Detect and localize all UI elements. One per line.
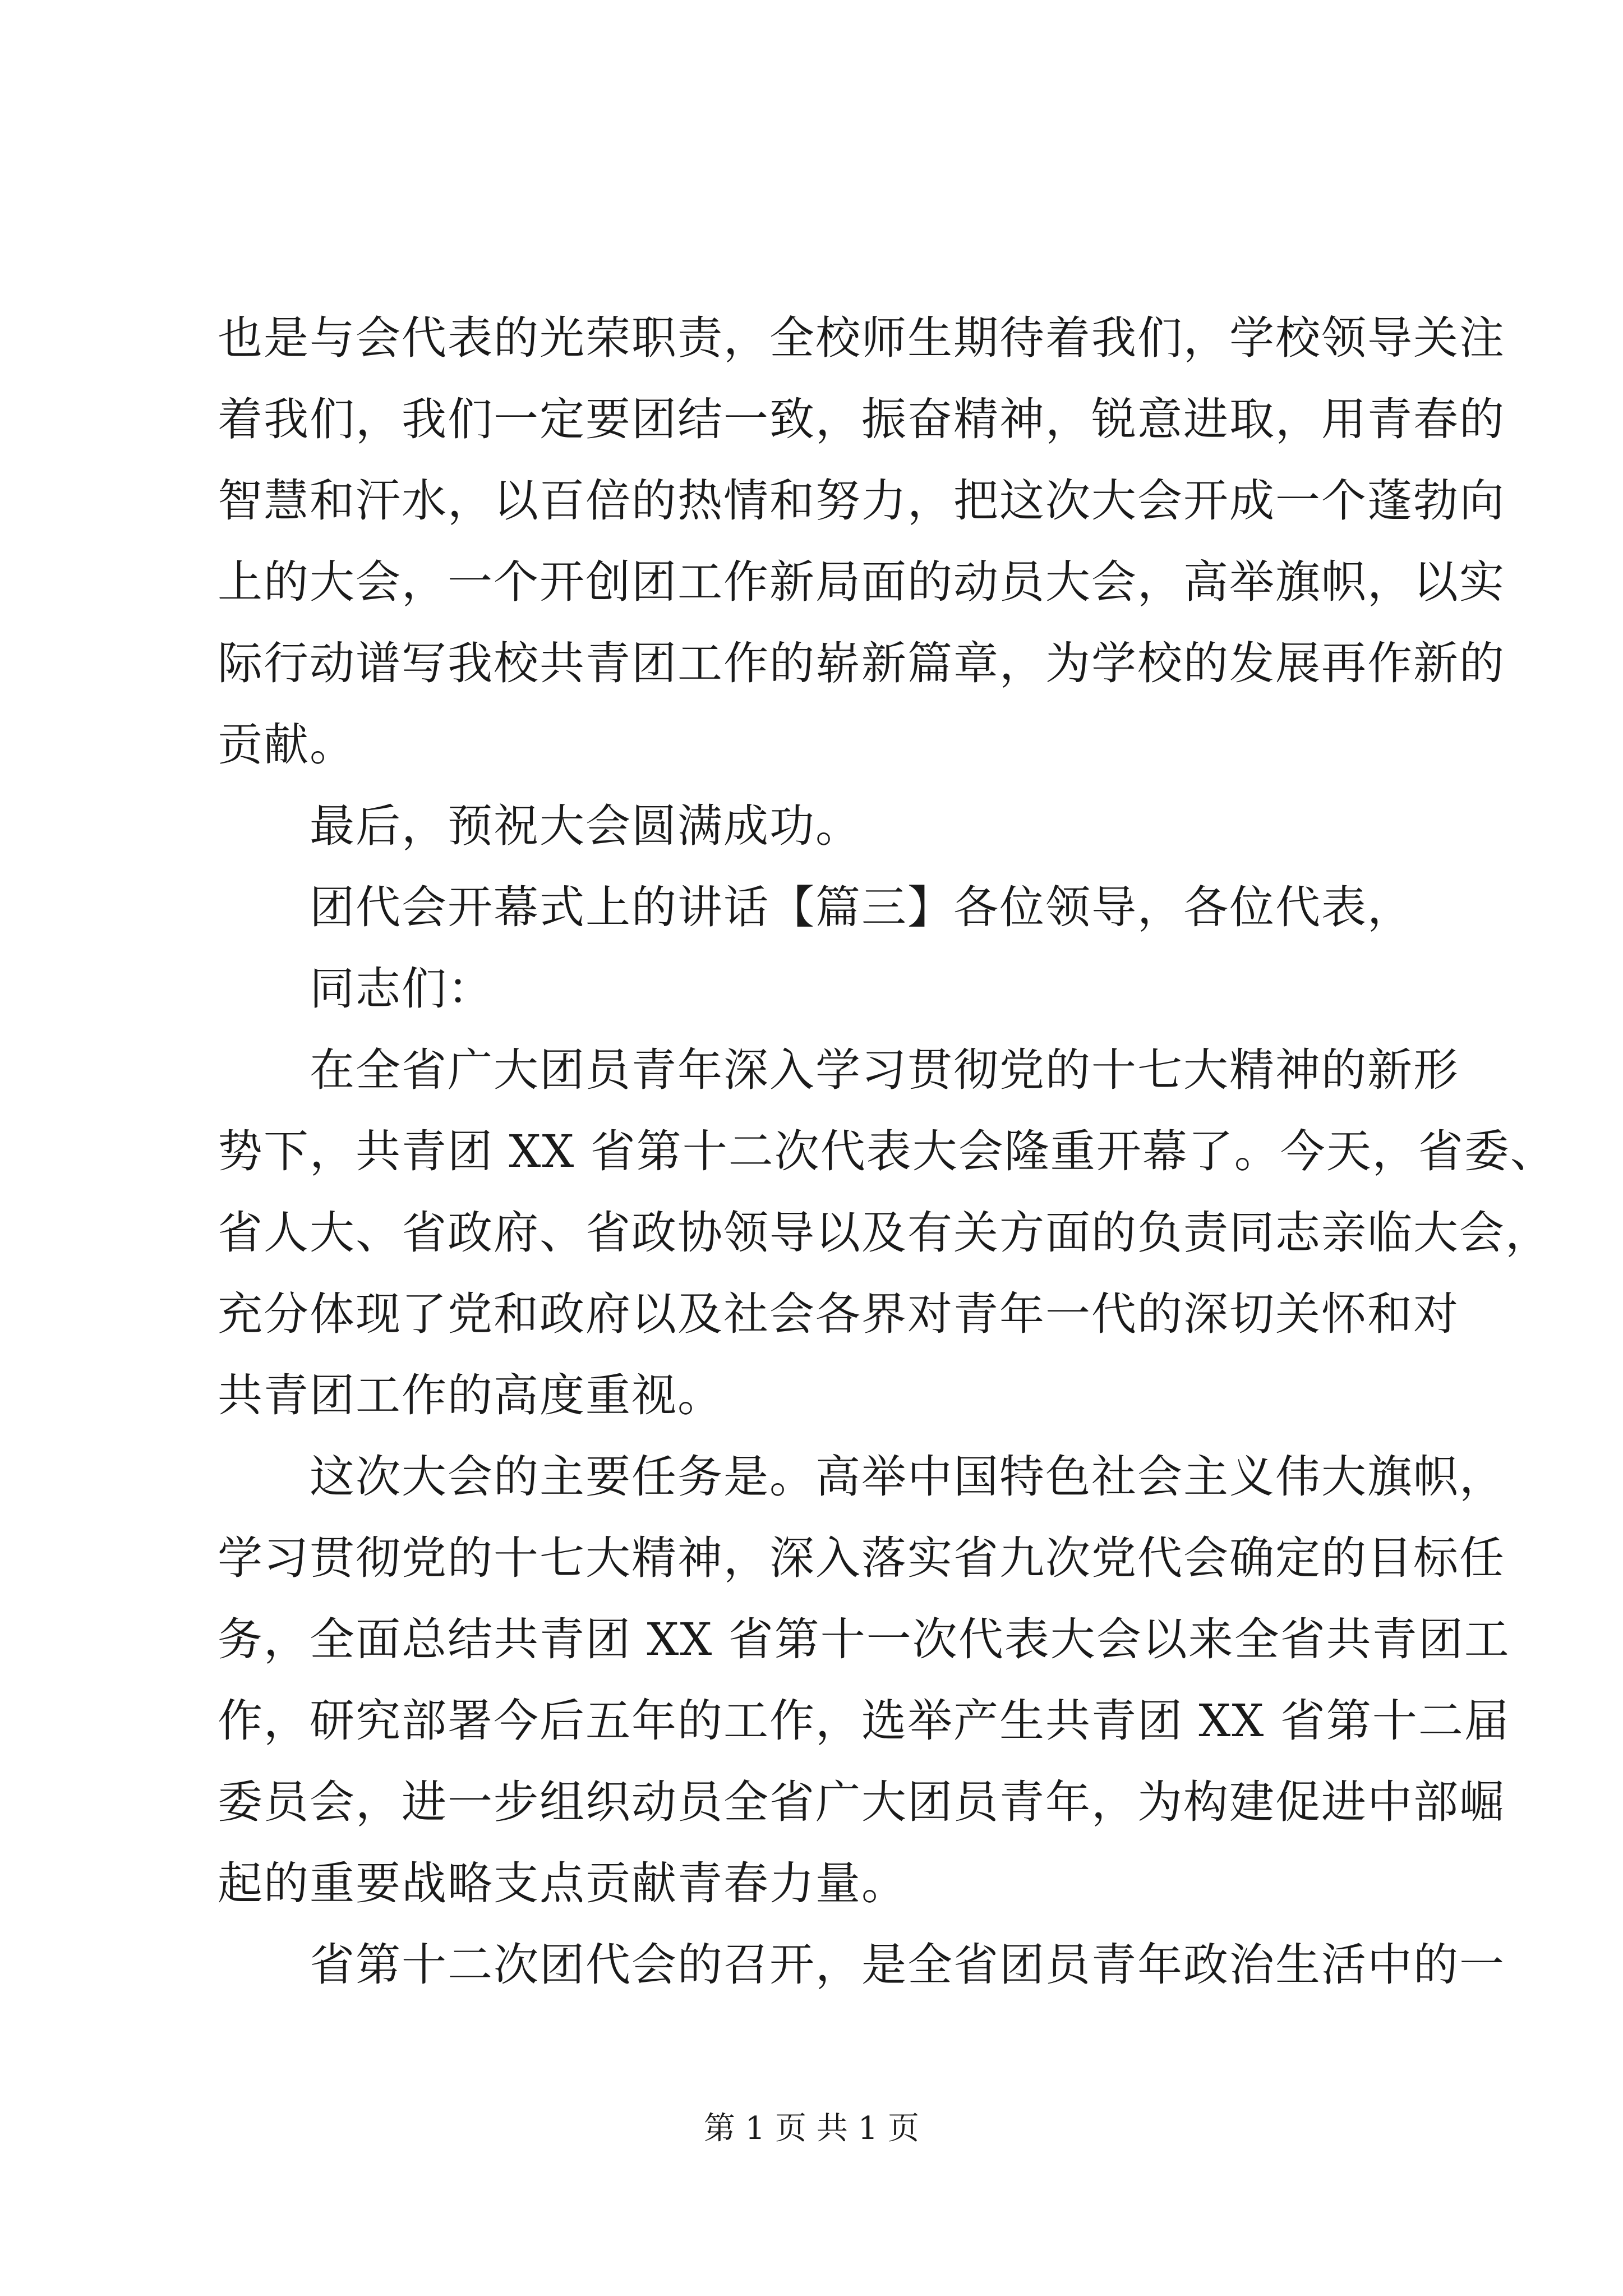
page-number-label: 第 1 页 共 1 页 [703, 2110, 920, 2147]
document-body [218, 297, 1556, 2005]
text-line: 省人大、省政府、省政协领导以及有关方面的负责同志亲临大会， [218, 1207, 1551, 1259]
text-line: 着我们，我们一定要团结一致，振奋精神，锐意进取，用青春的 [218, 393, 1505, 445]
text-line: 最后，预祝大会圆满成功。 [310, 800, 861, 852]
text-line: 委员会，进一步组织动员全省广大团员青年，为构建促进中部崛 [218, 1776, 1505, 1828]
text-line: 这次大会的主要任务是。高举中国特色社会主义伟大旗帜， [310, 1451, 1505, 1503]
text-line: 智慧和汗水，以百倍的热情和努力，把这次大会开成一个蓬勃向 [218, 475, 1505, 527]
text-line: 共青团工作的高度重视。 [218, 1369, 723, 1421]
text-line: 学习贯彻党的十七大精神，深入落实省九次党代会确定的目标任 [218, 1532, 1505, 1584]
text-line: 作，研究部署今后五年的工作，选举产生共青团 XX 省第十二届 [218, 1695, 1510, 1747]
text-line: 际行动谱写我校共青团工作的崭新篇章，为学校的发展再作新的 [218, 637, 1505, 689]
text-line: 同志们： [310, 963, 494, 1015]
text-line: 在全省广大团员青年深入学习贯彻党的十七大精神的新形 [310, 1044, 1459, 1096]
text-line: 务，全面总结共青团 XX 省第十一次代表大会以来全省共青团工 [218, 1613, 1510, 1665]
text-line: 团代会开幕式上的讲话【篇三】各位领导，各位代表， [310, 881, 1413, 933]
text-line: 上的大会，一个开创团工作新局面的动员大会，高举旗帜，以实 [218, 556, 1505, 608]
text-line: 贡献。 [218, 719, 356, 771]
text-line: 充分体现了党和政府以及社会各界对青年一代的深切关怀和对 [218, 1288, 1459, 1340]
page-footer [0, 2109, 1623, 2148]
text-line: 也是与会代表的光荣职责，全校师生期待着我们，学校领导关注 [218, 312, 1505, 364]
text-line: 势下，共青团 XX 省第十二次代表大会隆重开幕了。今天，省委、 [218, 1125, 1556, 1177]
text-line: 起的重要战略支点贡献青春力量。 [218, 1857, 907, 1910]
text-line: 省第十二次团代会的召开，是全省团员青年政治生活中的一 [310, 1939, 1505, 1991]
